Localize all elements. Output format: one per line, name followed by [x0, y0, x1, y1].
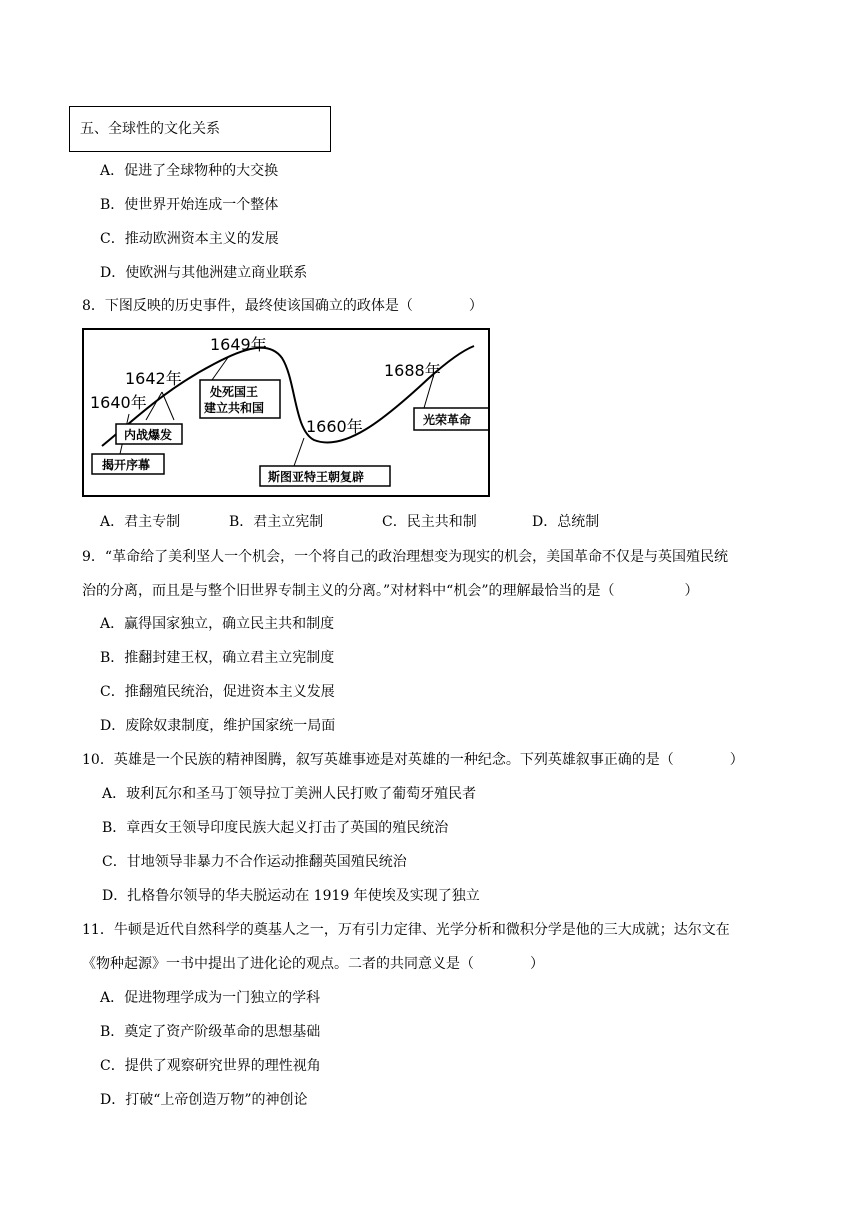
q10-option-b: B．章西女王领导印度民族大起义打击了英国的殖民统治 — [102, 820, 449, 836]
year-1688: 1688年 — [384, 361, 441, 380]
q11-stem-line1: 11．牛顿是近代自然科学的奠基人之一，万有引力定律、光学分析和微积分学是他的三大成就；达尔文在 — [82, 922, 730, 938]
q8-option-d: D．总统制 — [532, 514, 600, 530]
q8-stem: 8．下图反映的历史事件，最终使该国确立的政体是（ ） — [82, 298, 483, 314]
q10-option-d: D．扎格鲁尔领导的华夫脱运动在 1919 年使埃及实现了独立 — [102, 888, 480, 904]
year-1660: 1660年 — [306, 417, 363, 436]
section-heading: 五、全球性的文化关系 — [69, 106, 331, 152]
q11-stem-line2: 《物种起源》一书中提出了进化论的观点。二者的共同意义是（ ） — [82, 956, 544, 972]
q11-option-b: B．奠定了资产阶级革命的思想基础 — [100, 1024, 321, 1040]
q8-option-b: B．君主立宪制 — [229, 514, 324, 530]
q9-option-d: D．废除奴隶制度，维护国家统一局面 — [100, 718, 336, 734]
timeline-curve-diagram — [84, 330, 488, 495]
q10-option-c: C．甘地领导非暴力不合作运动推翻英国殖民统治 — [102, 854, 407, 870]
label-glorious-revolution: 光荣革命 — [423, 413, 472, 427]
q11-option-a: A．促进物理学成为一门独立的学科 — [100, 990, 321, 1006]
q9-stem-line2: 治的分离，而且是与整个旧世界专制主义的分离。”对材料中“机会”的理解最恰当的是（ ） — [82, 583, 699, 599]
q9-option-b: B．推翻封建王权，确立君主立宪制度 — [100, 650, 335, 666]
q10-option-a: A．玻利瓦尔和圣马丁领导拉丁美洲人民打败了葡萄牙殖民者 — [102, 786, 477, 802]
pointer-1660 — [294, 438, 304, 466]
q7-option-a: A．促进了全球物种的大交换 — [100, 163, 279, 179]
q7-option-c: C．推动欧洲资本主义的发展 — [100, 231, 279, 247]
q9-stem-line1: 9．“革命给了美利坚人一个机会，一个将自己的政治理想变为现实的机会，美国革命不仅是与英国殖民统 — [82, 549, 729, 565]
year-1642: 1642年 — [125, 369, 182, 388]
year-1649: 1649年 — [210, 335, 267, 354]
q9-option-a: A．赢得国家独立，确立民主共和制度 — [100, 616, 335, 632]
q10-stem: 10．英雄是一个民族的精神图腾，叙写英雄事迹是对英雄的一种纪念。下列英雄叙事正确的是（ ） — [82, 752, 744, 768]
label-execute-king: 处死国王 — [210, 385, 259, 399]
pointer-1642a — [146, 392, 162, 420]
label-establish-republic: 建立共和国 — [204, 401, 265, 415]
q9-option-c: C．推翻殖民统治，促进资本主义发展 — [100, 684, 335, 700]
pointer-1642b — [162, 392, 174, 420]
label-civil-war: 内战爆发 — [124, 428, 173, 442]
q8-option-a: A．君主专制 — [100, 514, 181, 530]
q8-option-c: C．民主共和制 — [382, 514, 477, 530]
label-prelude: 揭开序幕 — [102, 458, 151, 472]
q11-option-d: D．打破“上帝创造万物”的神创论 — [100, 1092, 308, 1108]
label-restoration: 斯图亚特王朝复辟 — [268, 470, 365, 484]
q7-option-b: B．使世界开始连成一个整体 — [100, 197, 279, 213]
q7-option-d: D．使欧洲与其他洲建立商业联系 — [100, 265, 308, 281]
q11-option-c: C．提供了观察研究世界的理性视角 — [100, 1058, 321, 1074]
english-revolution-timeline-figure — [82, 328, 490, 497]
year-1640: 1640年 — [90, 393, 147, 412]
